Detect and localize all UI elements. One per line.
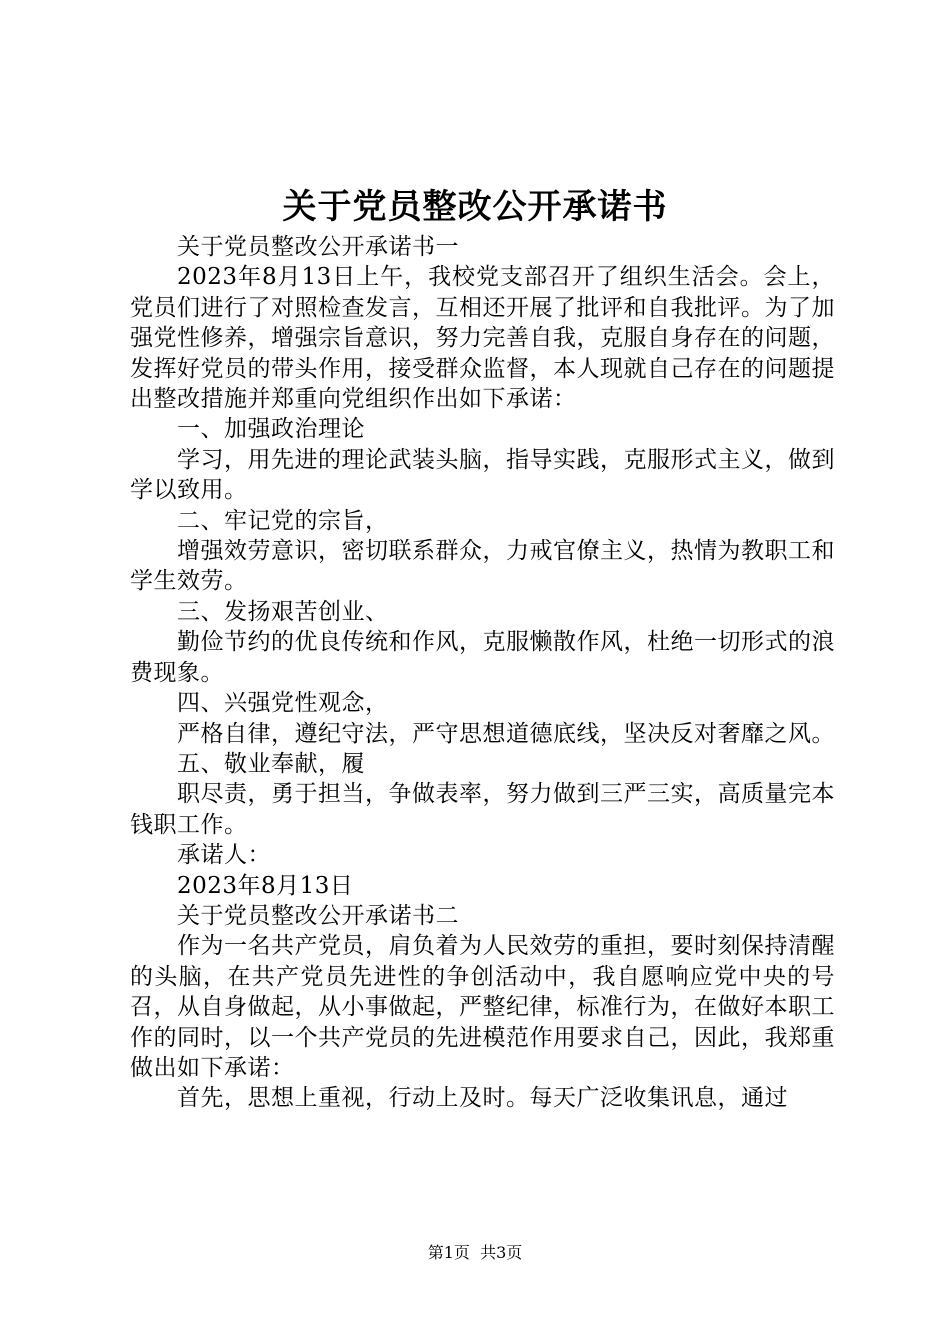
paragraph-item-3-body: 勤俭节约的优良传统和作风，克服懒散作风，杜绝一切形式的浪费现象。 <box>130 629 835 686</box>
paragraph-item-4-heading: 四、兴强党性观念， <box>177 690 389 717</box>
paragraph-signer: 承诺人： <box>177 842 271 869</box>
paragraph-date: 2023年8月13日 <box>177 872 354 899</box>
paragraph-item-2-heading: 二、牢记党的宗旨， <box>177 507 389 534</box>
paragraph-item-5-heading: 五、敬业奉献，履 <box>177 750 365 777</box>
paragraph-item-1-body: 学习，用先进的理论武装头脑，指导实践，克服形式主义，做到学以致用。 <box>130 446 835 504</box>
paragraph-subheading-1: 关于党员整改公开承诺书一 <box>177 234 459 260</box>
paragraph-subheading-2: 关于党员整改公开承诺书二 <box>177 902 459 929</box>
document-title: 关于党员整改公开承诺书 <box>282 187 668 227</box>
paragraph-item-3-heading: 三、发扬艰苦创业、 <box>177 598 389 625</box>
paragraph-section-2-first: 首先，思想上重视，行动上及时。每天广泛收集讯息，通过 <box>177 1085 788 1112</box>
document-body <box>130 232 835 1114</box>
paragraph-section-2-intro: 作为一名共产党员，肩负着为人民效劳的重担，要时刻保持清醒的头脑，在共产党员先进性的争创活动中，我自愿响应党中央的号召，从自身做起，从小事做起，严整纪律，标准行为，在做好本职工作的同时，以一个共产党员的先进模范作用要求自己，因此，我郑重做出如下承诺： <box>130 933 835 1081</box>
paragraph-item-1-heading: 一、加强政治理论 <box>177 416 365 443</box>
paragraph-item-4-body: 严格自律，遵纪守法，严守思想道德底线，坚决反对奢靡之风。 <box>177 720 835 747</box>
page-footer <box>0 1241 950 1265</box>
paragraph-intro: 2023年8月13日上午，我校党支部召开了组织生活会。会上，党员们进行了对照检查发言，互相还开展了批评和自我批评。为了加强党性修养，增强宗旨意识，努力完善自我，克服自身存在的问题，发挥好党员的带头作用，接受群众监督，本人现就自己存在的问题提出整改措施并郑重向党组织作出如下承诺： <box>130 264 835 413</box>
paragraph-item-2-body: 增强效劳意识，密切联系群众，力戒官僚主义，热情为教职工和学生效劳。 <box>130 538 835 595</box>
paragraph-item-5-body: 职尽责，勇于担当，争做表率，努力做到三严三实，高质量完本钱职工作。 <box>130 781 835 838</box>
page-number-label: 第1页 共3页 <box>427 1243 523 1262</box>
